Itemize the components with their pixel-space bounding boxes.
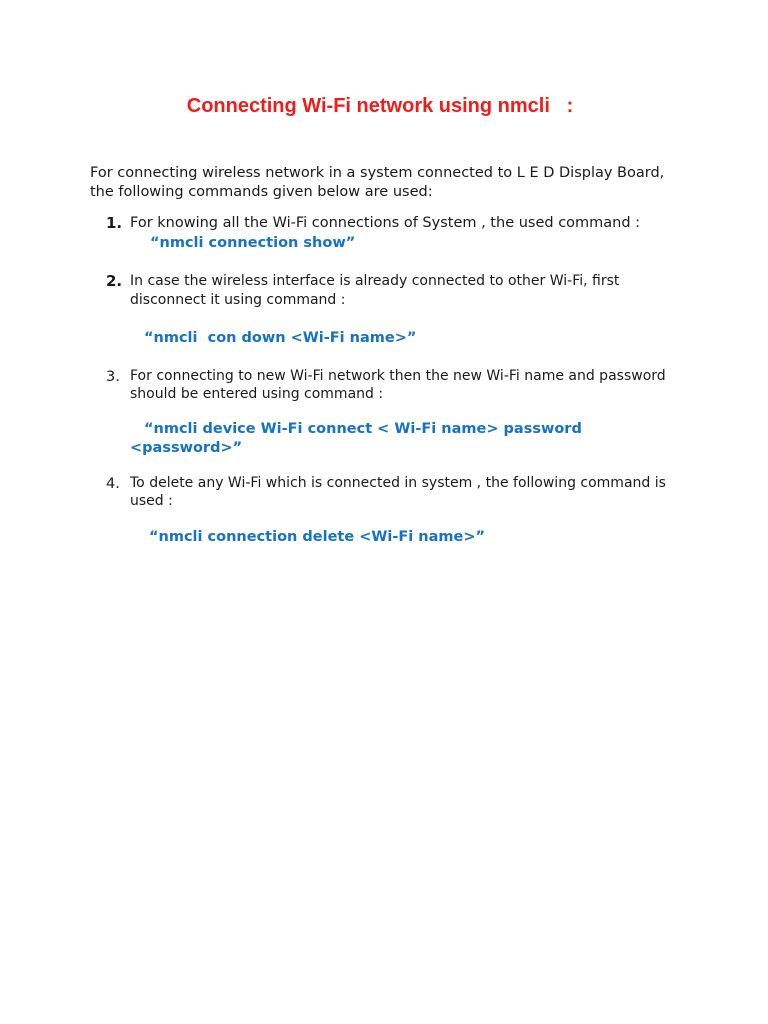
list-item-text: In case the wireless interface is already connected to other Wi-Fi, first disconnect it using command : [130, 273, 620, 308]
list-item-4 [106, 475, 686, 510]
page-title: Connecting Wi-Fi network using nmcli : [186, 95, 574, 117]
command-text: “nmcli device Wi-Fi connect < Wi-Fi name> password <password>” [130, 421, 587, 456]
list-number: 3. [106, 369, 120, 385]
list-item-2 [106, 272, 686, 310]
command-text: “nmcli connection show” [150, 235, 356, 251]
list-number: 4. [106, 476, 120, 492]
command-text: “nmcli con down <Wi-Fi name>” [144, 330, 417, 346]
list-number: 2. [106, 272, 123, 290]
list-item-3 [106, 368, 686, 403]
command-text: “nmcli connection delete <Wi-Fi name>” [149, 529, 486, 545]
intro-paragraph: For connecting wireless network in a system connected to L E D Display Board, the following commands given below are used: [90, 165, 665, 200]
list-item-1 [106, 214, 686, 233]
list-item-text: For knowing all the Wi-Fi connections of System , the used command : [130, 215, 641, 231]
list-item-text: To delete any Wi-Fi which is connected in system , the following command is used : [130, 475, 666, 509]
list-number: 1. [106, 214, 123, 232]
list-item-text: For connecting to new Wi-Fi network then the new Wi-Fi name and password should be entered using command : [130, 368, 666, 402]
